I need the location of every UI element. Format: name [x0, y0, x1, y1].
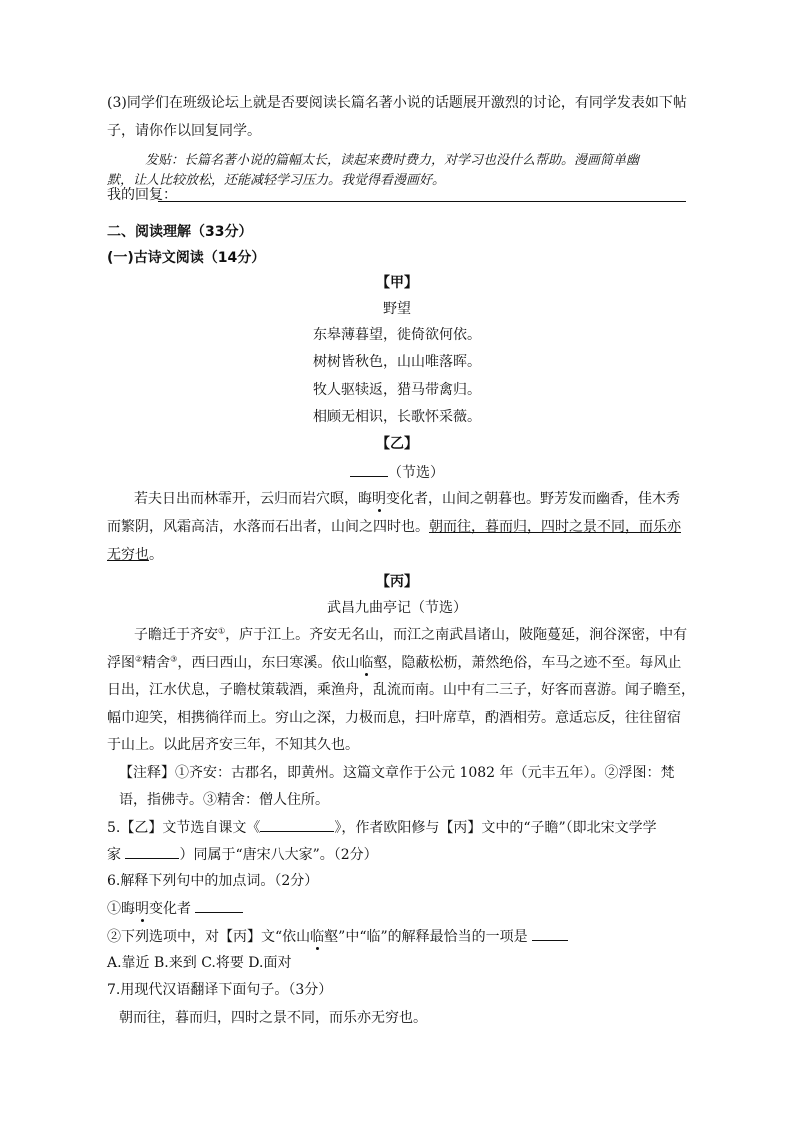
question-5-line1: 5.【乙】文节选自课文《 》，作者欧阳修与【丙】文中的“子瞻”（即北宋文学学 — [107, 817, 657, 838]
q5-blank-2 — [125, 844, 179, 859]
question-6-item1: ①晦明变化者 — [107, 898, 243, 919]
jia-line: 相顾无相识，长歌怀采薇。 — [313, 409, 481, 425]
question-6-item2: ②下列选项中，对【丙】文“依山临壑”中“临”的解释最恰当的一项是 — [107, 926, 568, 947]
reply-blank — [158, 200, 686, 202]
subsection-title: (一)古诗文阅读（14分） — [107, 250, 266, 266]
bing-label: 【丙】 — [376, 574, 418, 590]
section-title: 二、阅读理解（33分） — [107, 224, 253, 240]
bing-line1: 子瞻迁于齐安①，庐于江上。齐安无名山，而江之南武昌诸山，陂陁蔓延，涧谷深密，中有 — [134, 626, 688, 643]
yi-title-blank — [350, 462, 388, 477]
q5-blank-1 — [260, 817, 334, 832]
q6-blank-1 — [195, 898, 243, 913]
bing-line5: 于山上。以此居齐安三年，不知其久也。 — [107, 737, 359, 753]
bing-line2: 浮图②精舍③，西曰西山，东曰寒溪。依山临壑，隐蔽松枥，萧然绝俗，车马之迹不至。每风止 — [107, 654, 682, 671]
question-6-title: 6.解释下列句中的加点词。（2分） — [107, 873, 319, 889]
bing-title: 武昌九曲亭记（节选） — [327, 600, 467, 616]
yi-title: （节选） — [0, 462, 794, 483]
note-line1: 【注释】①齐安：古郡名，即黄州。这篇文章作于公元 1082 年（元丰五年）。②浮图：梵 — [119, 765, 675, 781]
jia-line: 东皋薄暮望，徙倚欲何依。 — [313, 327, 481, 343]
q3-line2: 子，请你作以回复同学。 — [107, 123, 261, 139]
jia-label: 【甲】 — [376, 275, 418, 291]
reply-label: 我的回复： — [107, 187, 177, 203]
yi-para-line3: 无穷也。 — [107, 547, 163, 563]
note-line2: 语，指佛寺。③精舍：僧人住所。 — [119, 792, 329, 808]
post-line1: 发贴：长篇名著小说的篇幅太长，读起来费时费力，对学习也没什么帮助。漫画简单幽 — [145, 153, 640, 168]
q3-line1: (3)同学们在班级论坛上就是否要阅读长篇名著小说的话题展开激烈的讨论，有同学发表如下帖 — [107, 95, 687, 111]
bing-line3: 日出，江水伏息，子瞻杖策载酒，乘渔舟，乱流而南。山中有二三子，好客而喜游。闻子瞻至， — [107, 682, 695, 698]
bing-line4: 幅巾迎笑，相携徜徉而上。穷山之深，力极而息，扫叶席草，酌酒相劳。意适忘反，往往留宿 — [107, 710, 681, 726]
q6-blank-2 — [532, 926, 568, 941]
question-5-line2: 家 ）同属于“唐宋八大家”。（2分） — [107, 844, 378, 865]
question-7-sentence: 朝而往，暮而归，四时之景不同，而乐亦无穷也。 — [119, 1010, 427, 1026]
jia-line: 树树皆秋色，山山唯落晖。 — [313, 354, 481, 370]
post-line2: 默，让人比较放松，还能减轻学习压力。我觉得看漫画好。 — [107, 173, 446, 188]
yi-para-line1: 若夫日出而林霏开，云归而岩穴暝，晦明变化者，山间之朝暮也。野芳发而幽香，佳木秀 — [134, 491, 680, 507]
question-6-options: A.靠近 B.来到 C.将要 D.面对 — [107, 955, 292, 971]
yi-label: 【乙】 — [376, 436, 418, 452]
jia-line: 牧人驱犊返，猎马带禽归。 — [313, 382, 481, 398]
jia-title: 野望 — [383, 301, 411, 317]
question-7-title: 7.用现代汉语翻译下面句子。（3分） — [107, 982, 333, 998]
yi-para-line2: 而繁阴，风霜高洁，水落而石出者，山间之四时也。朝而往，暮而归，四时之景不同，而乐亦 — [107, 519, 681, 535]
